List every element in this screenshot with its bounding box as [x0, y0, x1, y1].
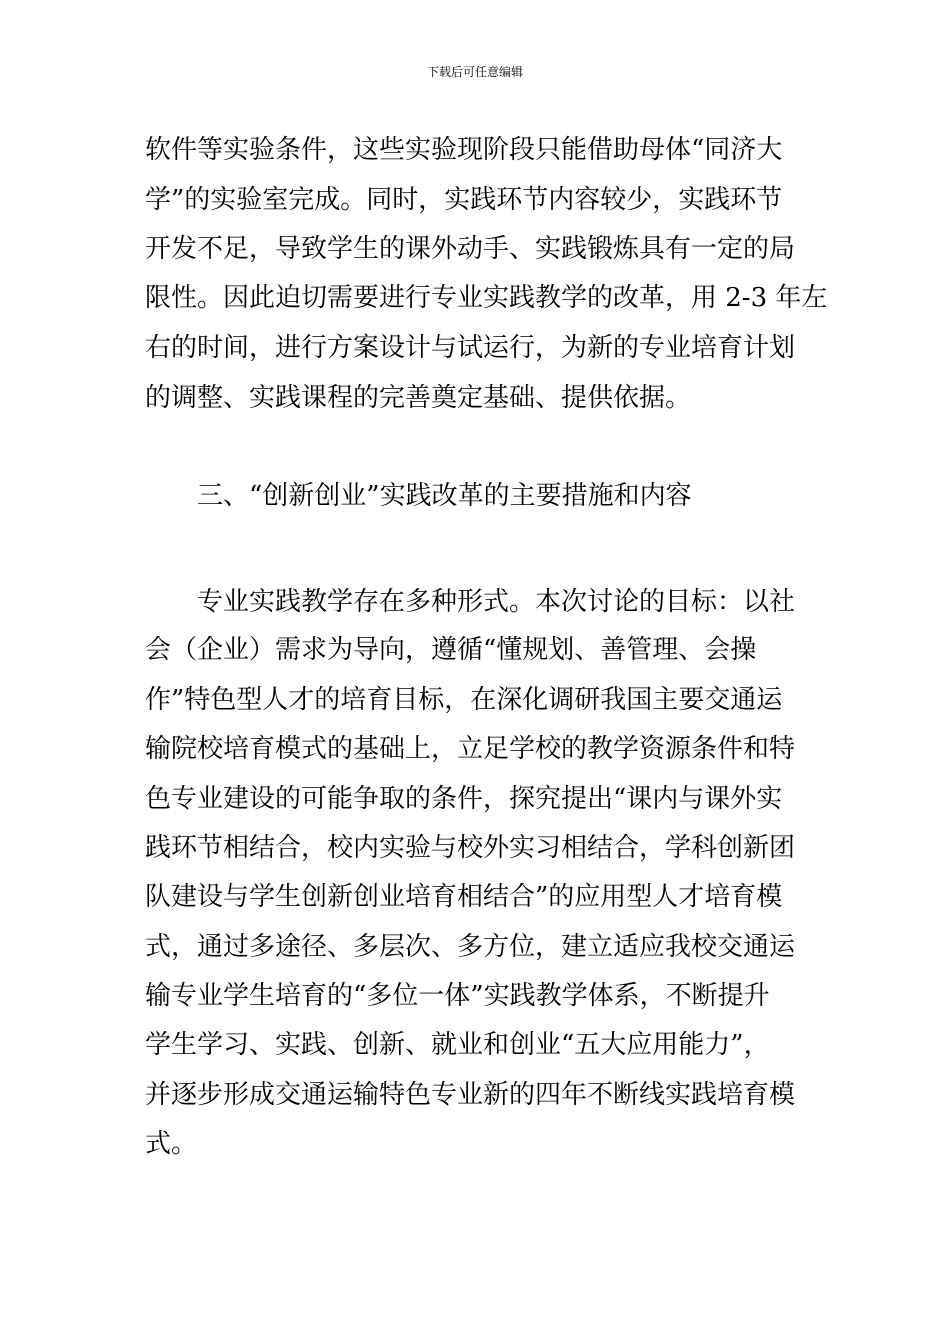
paragraph-2-line: 专业实践教学存在多种形式。本次讨论的目标：以社 — [197, 587, 796, 617]
paragraph-1-line: 限性。因此迫切需要进行专业实践教学的改革，用 2-3 年左 — [145, 283, 828, 313]
page-header-note: 下载后可任意编辑 — [426, 65, 523, 79]
paragraph-2-line: 会（企业）需求为导向，遵循“懂规划、善管理、会操 — [145, 635, 757, 665]
paragraph-1-line: 的调整、实践课程的完善奠定基础、提供依据。 — [145, 383, 692, 413]
paragraph-2-line: 并逐步形成交通运输特色专业新的四年不断线实践培育模 — [145, 1080, 796, 1110]
paragraph-1-line: 开发不足，导致学生的课外动手、实践锻炼具有一定的局 — [145, 234, 796, 264]
section-heading: 三、“创新创业”实践改革的主要措施和内容 — [197, 481, 692, 511]
paragraph-2-line: 输专业学生培育的“多位一体”实践教学体系，不断提升 — [145, 981, 770, 1011]
paragraph-2-line: 式。 — [145, 1129, 198, 1159]
paragraph-2-line: 作”特色型人才的培育目标，在深化调研我国主要交通运 — [145, 685, 783, 715]
paragraph-2-line: 输院校培育模式的基础上，立足学校的教学资源条件和特 — [145, 734, 796, 764]
paragraph-1-line: 右的时间，进行方案设计与试运行，为新的专业培育计划 — [145, 333, 796, 363]
paragraph-2-line: 践环节相结合，校内实验与校外实习相结合，学科创新团 — [145, 833, 796, 863]
paragraph-2-line: 色专业建设的可能争取的条件，探究提出“课内与课外实 — [145, 784, 783, 814]
paragraph-1-line: 学”的实验室完成。同时，实践环节内容较少，实践环节 — [145, 185, 783, 215]
paragraph-2-line: 学生学习、实践、创新、就业和创业“五大应用能力”， — [145, 1030, 770, 1060]
paragraph-1-line: 软件等实验条件，这些实验现阶段只能借助母体“同济大 — [145, 135, 783, 165]
paragraph-2-line: 式，通过多途径、多层次、多方位，建立适应我校交通运 — [145, 932, 796, 962]
paragraph-2-line: 队建设与学生创新创业培育相结合”的应用型人才培育模 — [145, 882, 783, 912]
